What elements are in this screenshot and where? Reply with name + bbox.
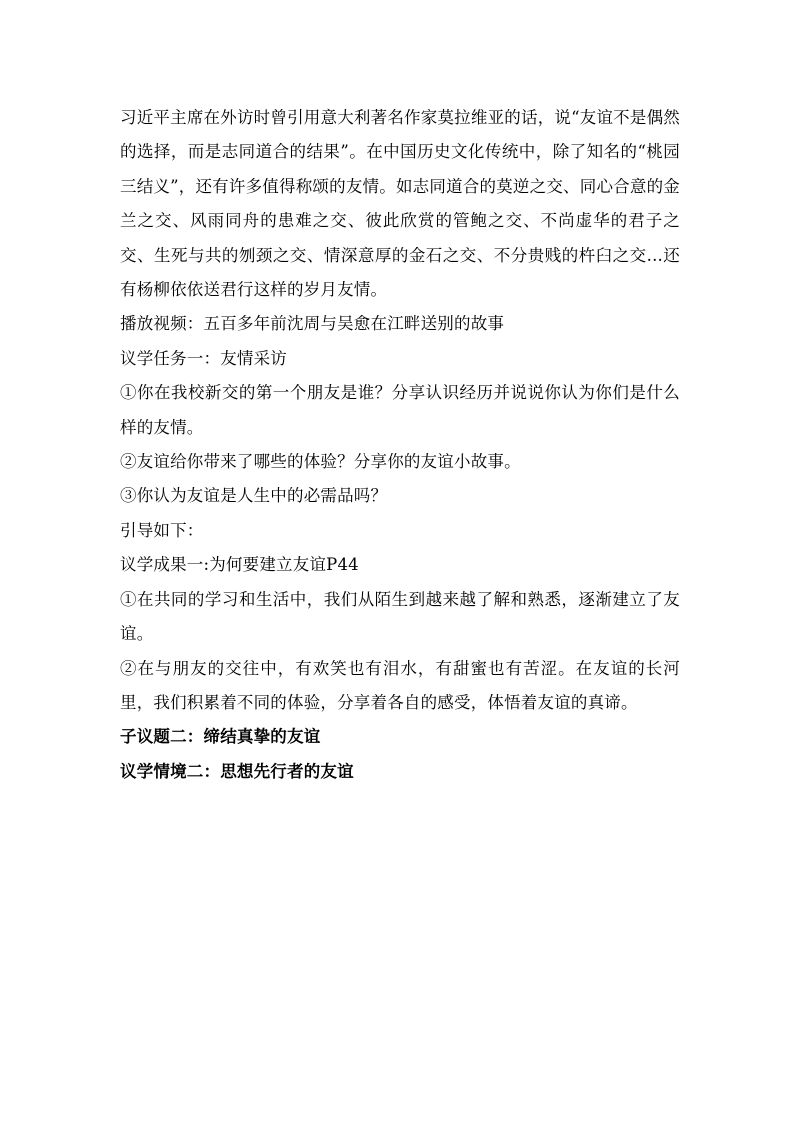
heading-sub-topic-two: 子议题二：缔结真挚的友谊 <box>120 727 321 747</box>
paragraph-video: 播放视频：五百多年前沈周与吴愈在江畔送别的故事 <box>120 314 505 334</box>
paragraph-question-2: ②友谊给你带来了哪些的体验？分享你的友谊小故事。 <box>120 452 521 472</box>
paragraph-task-one: 议学任务一：友情采访 <box>120 348 287 368</box>
paragraph-question-1: ①你在我校新交的第一个朋友是谁？分享认识经历并说说你认为你们是什么样的友情。 <box>120 383 680 437</box>
paragraph-intro: 习近平主席在外访时曾引用意大利著名作家莫拉维亚的话，说“友谊不是偶然的选择，而是志同道合的结果”。在中国历史文化传统中，除了知名的“桃园三结义”，还有许多值得称颂的友情。如志同道合的莫逆之交、同心合意的金兰之交、风雨同舟的患难之交、彼此欣赏的管鲍之交、不尚虚华的君子之交、生死与共的刎颈之交、情深意厚的金石之交、不分贵贱的杵臼之交...还有杨柳依依送君行这样的岁月友情。 <box>120 108 680 300</box>
paragraph-result-point-1: ①在共同的学习和生活中，我们从陌生到越来越了解和熟悉，逐渐建立了友谊。 <box>120 589 680 644</box>
heading-scenario-two: 议学情境二：思想先行者的友谊 <box>120 761 354 781</box>
paragraph-result-one: 议学成果一:为何要建立友谊P44 <box>120 555 359 575</box>
paragraph-question-3: ③你认为友谊是人生中的必需品吗？ <box>120 486 388 506</box>
document-body <box>120 101 680 789</box>
paragraph-guide: 引导如下： <box>120 520 204 540</box>
paragraph-result-point-2: ②在与朋友的交往中，有欢笑也有泪水，有甜蜜也有苦涩。在友谊的长河里，我们积累着不同的体验，分享着各自的感受，体悟着友谊的真谛。 <box>120 658 680 712</box>
